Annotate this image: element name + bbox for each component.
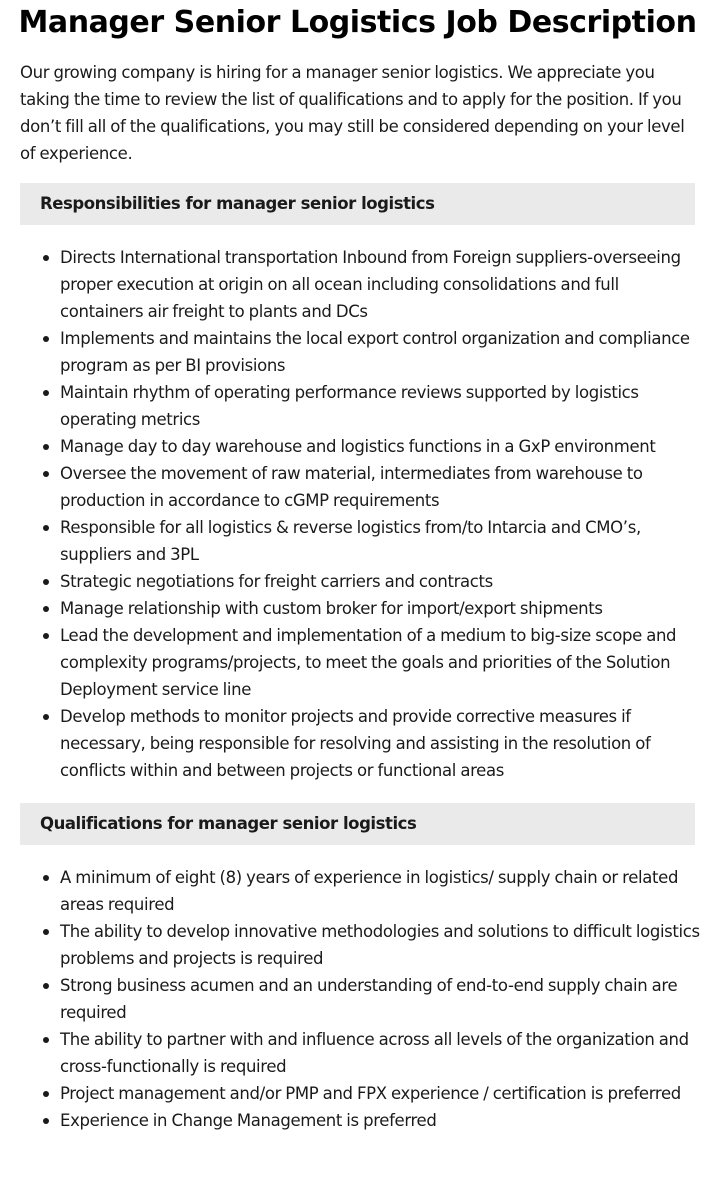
page-title: Manager Senior Logistics Job Description	[18, 5, 697, 40]
responsibility-item: Lead the development and implementation of a medium to big-size scope and complexity programs/projects, to meet the goals and priorities of the Solution Deployment service line	[60, 622, 700, 703]
responsibility-item: Responsible for all logistics & reverse logistics from/to Intarcia and CMO’s, suppliers and 3PL	[60, 514, 700, 568]
qualification-item: Strong business acumen and an understanding of end-to-end supply chain are required	[60, 972, 700, 1026]
responsibility-item: Develop methods to monitor projects and provide corrective measures if necessary, being responsible for resolving and assisting in the resolution of conflicts within and between projects or functional areas	[60, 703, 700, 784]
qualifications-list	[20, 864, 700, 1134]
responsibility-item: Manage day to day warehouse and logistics functions in a GxP environment	[60, 433, 700, 460]
responsibility-item: Strategic negotiations for freight carriers and contracts	[60, 568, 700, 595]
responsibilities-list	[20, 244, 700, 784]
qualifications-heading: Qualifications for manager senior logistics	[20, 803, 695, 845]
responsibility-item: Implements and maintains the local export control organization and compliance program as per BI provisions	[60, 325, 700, 379]
responsibility-item: Manage relationship with custom broker for import/export shipments	[60, 595, 700, 622]
responsibility-item: Maintain rhythm of operating performance reviews supported by logistics operating metrics	[60, 379, 700, 433]
qualification-item: A minimum of eight (8) years of experience in logistics/ supply chain or related areas required	[60, 864, 700, 918]
qualification-item: The ability to develop innovative methodologies and solutions to difficult logistics problems and projects is required	[60, 918, 700, 972]
responsibilities-heading: Responsibilities for manager senior logistics	[20, 183, 695, 225]
intro-paragraph: Our growing company is hiring for a manager senior logistics. We appreciate you taking the time to review the list of qualifications and to apply for the position. If you don’t fill all of the qualifications, you may still be considered depending on your level of experience.	[20, 63, 685, 163]
qualification-item: Project management and/or PMP and FPX experience / certification is preferred	[60, 1080, 700, 1107]
qualification-item: The ability to partner with and influence across all levels of the organization and cross-functionally is required	[60, 1026, 700, 1080]
qualification-item: Experience in Change Management is preferred	[60, 1107, 700, 1134]
responsibility-item: Oversee the movement of raw material, intermediates from warehouse to production in accordance to cGMP requirements	[60, 460, 700, 514]
responsibility-item: Directs International transportation Inbound from Foreign suppliers-overseeing proper execution at origin on all ocean including consolidations and full containers air freight to plants and DCs	[60, 244, 700, 325]
